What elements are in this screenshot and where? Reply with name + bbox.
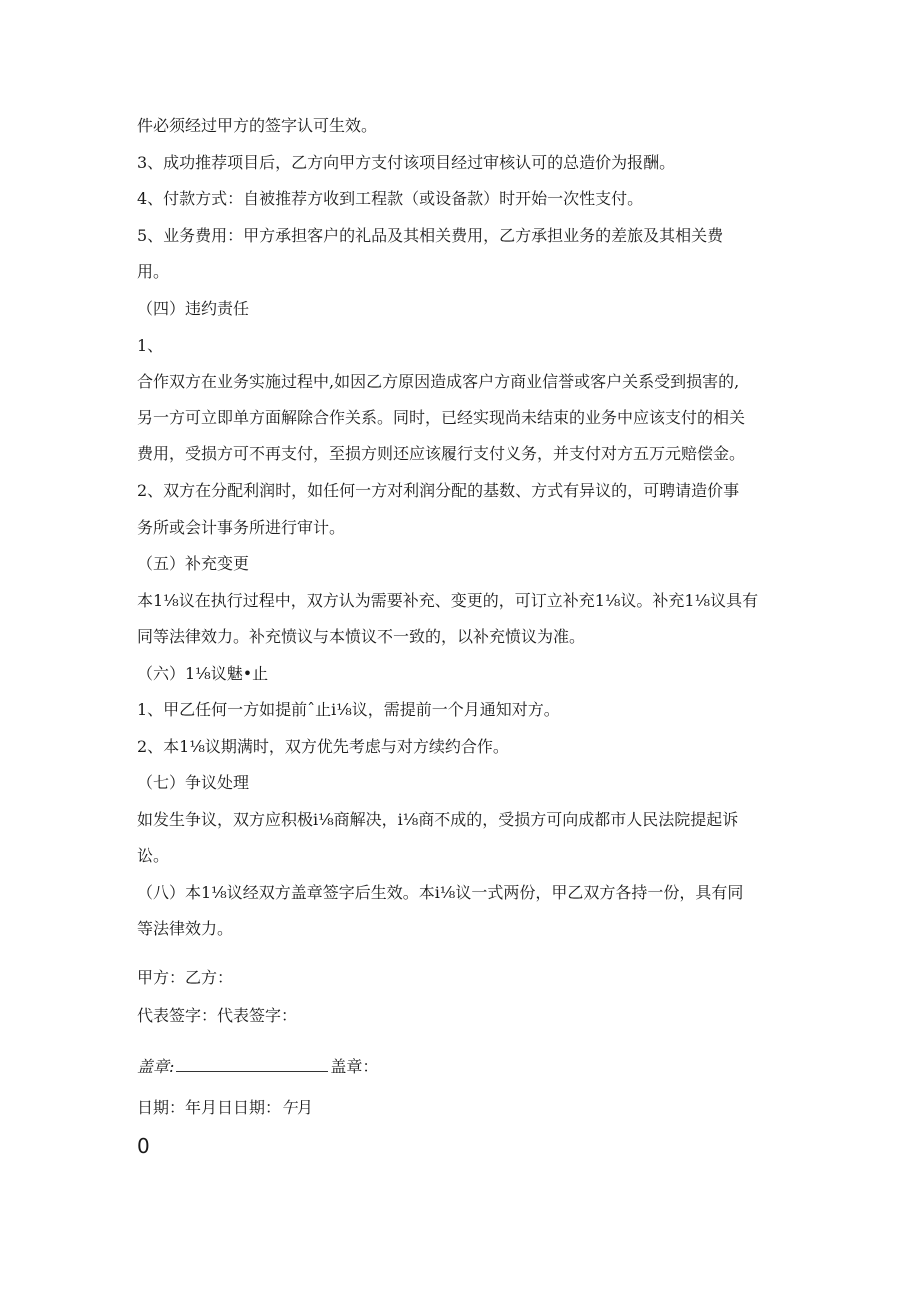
signature-line: 代表签字：代表签字： [137,1006,298,1025]
trailing-mark: 0 [137,1134,150,1158]
text-line: 用。 [137,262,170,281]
text-line: 另一方可立即单方面解除合作关系。同时，已经实现尚未结束的业务中应该支付的相关 [137,408,746,427]
section-heading: （六）1⅛议魅•止 [137,664,269,683]
date-prefix: 日期：年月日日期： [137,1098,282,1117]
text-line: 3、成功推荐项目后，乙方向甲方支付该项目经过审核认可的总造价为报酬。 [137,153,676,172]
text-line: 4、付款方式：自被推荐方收到工程款（或设备款）时开始一次性支付。 [137,189,644,208]
section-heading: （七）争议处理 [137,773,250,792]
section-heading: （四）违约责任 [137,299,250,318]
text-line: 同等法律效力。补充愤议与本愤议不一致的，以补充愤议为准。 [137,627,586,646]
section-heading: （五）补充变更 [137,554,250,573]
text-line: 务所或会计事务所进行审计。 [137,518,346,537]
date-italic: 午 [281,1098,298,1117]
text-line: 2、双方在分配利润时，如任何一方对利润分配的基数、方式有异议的，可聘请造价事 [137,481,740,500]
seal-line [137,1057,378,1077]
text-line: 5、业务费用：甲方承担客户的礼品及其相关费用，乙方承担业务的差旅及其相关费 [137,226,724,245]
seal-blank-underline [176,1057,328,1072]
text-line: 2、本1⅛议期满时，双方优先考虑与对方续约合作。 [137,737,509,756]
text-line: 合作双方在业务实施过程中,如因乙方原因造成客户方商业信誉或客户关系受到损害的, [137,372,740,391]
date-suffix: 月 [297,1098,314,1117]
text-line: 件必须经过甲方的签字认可生效。 [137,116,378,135]
text-line: 1、 [137,336,164,355]
date-line [137,1098,313,1118]
text-line: 本1⅛议在执行过程中，双方认为需要补充、变更的，可订立补充1⅛议。补充1⅛议具有 [137,591,759,610]
party-line: 甲方：乙方： [137,968,234,987]
text-line: （八）本1⅛议经双方盖章签字后生效。本i⅛议一式两份，甲乙双方各持一份，具有同 [137,883,744,902]
text-line: 如发生争议，双方应积极i⅛商解决，i⅛商不成的，受损方可向成都市人民法院提起诉 [137,810,739,829]
seal-left-label: 盖章: [137,1057,175,1076]
text-line: 等法律效力。 [137,919,234,938]
text-line: 费用，受损方可不再支付，至损方则还应该履行支付义务，并支付对方五万元赔偿金。 [137,444,746,463]
text-line: 1、甲乙任何一方如提前ˆ止i⅛议，需提前一个月通知对方。 [137,700,560,719]
text-line: 讼。 [137,846,170,865]
seal-right-label: 盖章： [330,1057,379,1076]
